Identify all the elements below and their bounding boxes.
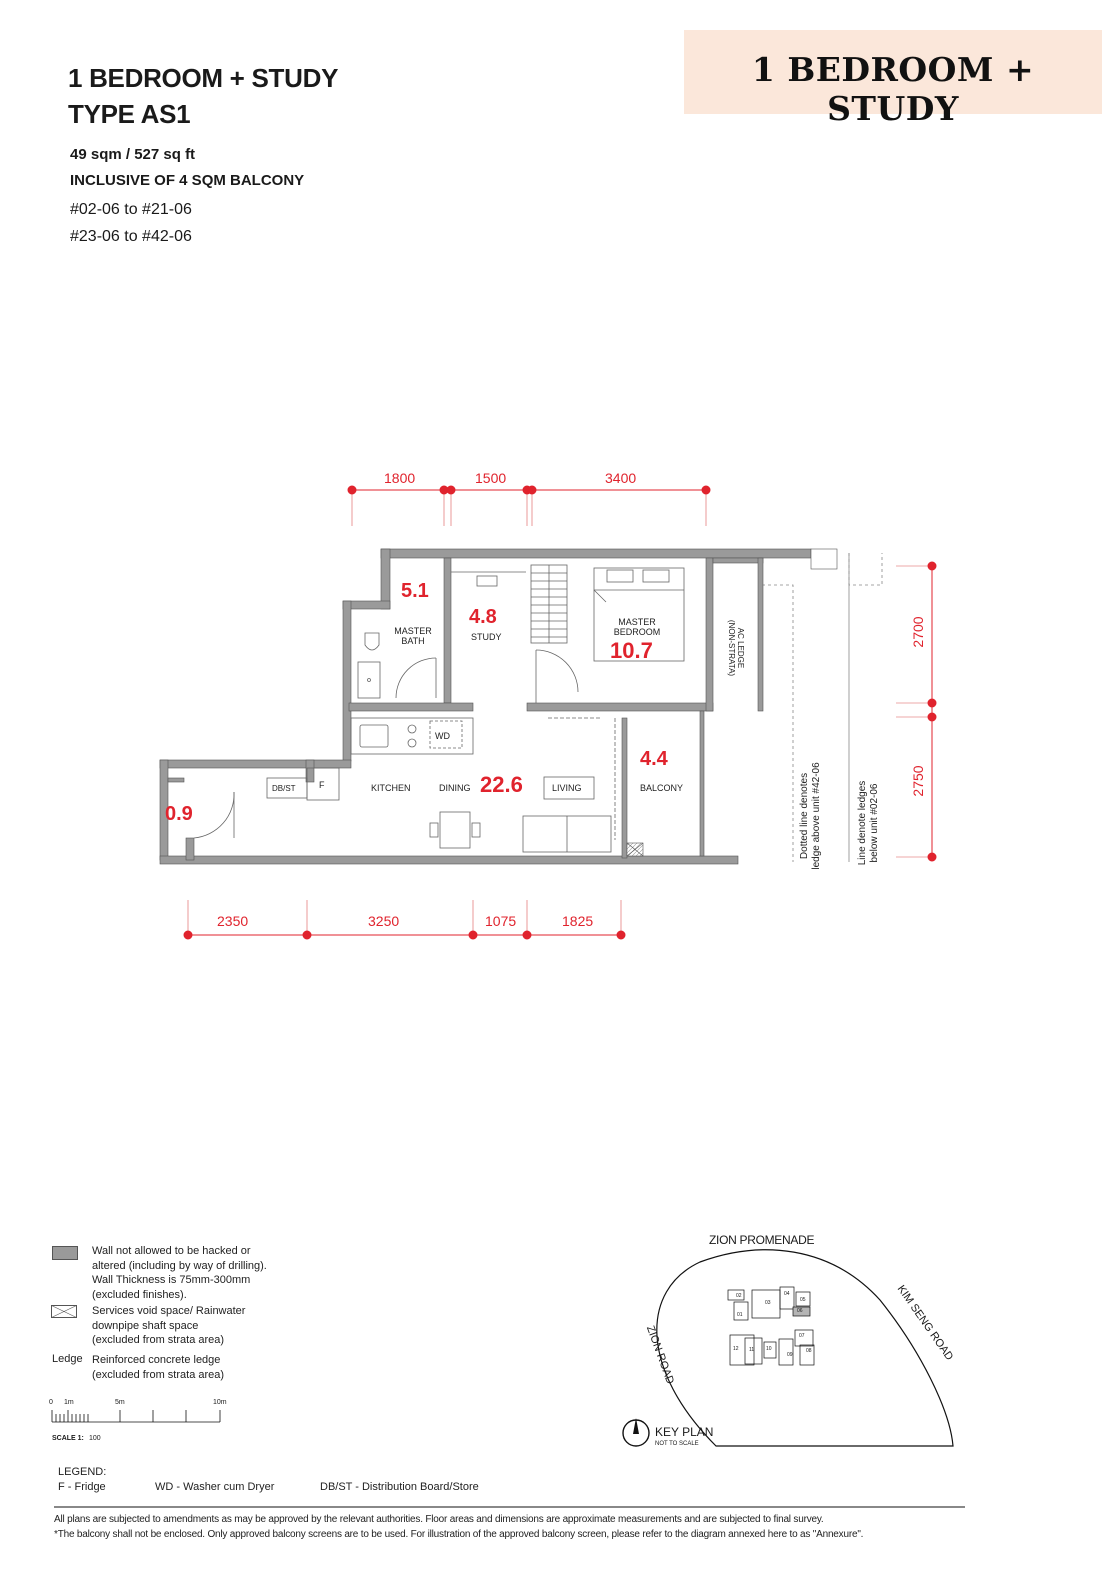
entry-area: 0.9 [165, 803, 193, 825]
block-01: 01 [737, 1312, 743, 1318]
void-legend-2: downpipe shaft space [92, 1319, 199, 1332]
block-07: 07 [799, 1333, 805, 1339]
walls [160, 549, 837, 864]
master-bath-label [392, 626, 434, 646]
ledge-legend-2: (excluded from strata area) [92, 1368, 225, 1381]
footer-disclaimer-2: *The balcony shall not be enclosed. Only approved balcony screens are to be used. For illustration of the approved balcony screen, please refer to the diagram annexed here to as "Annexure". [54, 1529, 864, 1540]
balcony-label: BALCONY [640, 783, 684, 793]
void-legend-icon [51, 1305, 77, 1318]
solid-ledge-note-1: Line denote ledges [857, 780, 868, 866]
wall-legend-1: Wall not allowed to be hacked or [92, 1245, 251, 1257]
footer-disclaimer-1: All plans are subjected to amendments as may be approved by the relevant authorities. Floor areas and dimensions are approximate measurements and are subjected to final survey. [54, 1514, 824, 1525]
dotted-ledge-note-1: Dotted line denotes [799, 772, 810, 860]
dim-bottom-3: 1075 [485, 913, 517, 929]
badge-label: 1 BEDROOM + STUDY [751, 50, 1035, 128]
master-bath-label-2: BATH [401, 636, 425, 646]
title-line-1: 1 BEDROOM + STUDY [68, 63, 339, 93]
dim-bottom-2: 3250 [368, 913, 400, 929]
master-bedroom-label [606, 617, 668, 637]
unit-range-1: #02-06 to #21-06 [70, 201, 192, 218]
master-bedroom-area: 10.7 [610, 638, 653, 663]
ac-ledge-label [727, 608, 745, 688]
solid-ledge-note-2: below unit #02-06 [869, 783, 880, 863]
block-06: 06 [797, 1308, 803, 1314]
dim-bottom-4: 1825 [562, 913, 594, 929]
block-04: 04 [784, 1291, 790, 1297]
dotted-ledge-note [799, 756, 823, 876]
kitchen-label: KITCHEN [371, 783, 411, 793]
road-zion: ZION ROAD [643, 1324, 677, 1386]
scale-1m: 1m [64, 1399, 74, 1406]
wall-legend-text [92, 1244, 312, 1302]
dim-right-1: 2700 [910, 616, 926, 648]
master-bath-label-1: MASTER [394, 626, 432, 636]
balcony-area: 4.4 [640, 748, 668, 770]
dim-right-2: 2750 [910, 765, 926, 797]
key-plan-title: KEY PLAN [655, 1425, 714, 1439]
dbst-label: DB/ST [272, 784, 296, 793]
scale-value: 100 [89, 1435, 101, 1442]
dim-top-3: 3400 [605, 470, 637, 486]
study-area: 4.8 [469, 606, 497, 628]
ledge-legend-text [92, 1353, 312, 1382]
road-zion-promenade: ZION PROMENADE [709, 1233, 815, 1247]
dim-bottom-1: 2350 [217, 913, 249, 929]
ledge-legend-1: Reinforced concrete ledge [92, 1354, 221, 1366]
unit-area: 49 sqm / 527 sq ft [70, 146, 196, 163]
block-02: 02 [736, 1293, 742, 1299]
scale-label: SCALE 1: [52, 1435, 84, 1442]
block-12: 12 [733, 1346, 739, 1352]
top-dimensions [348, 486, 710, 526]
dotted-ledge-note-2: ledge above unit #42-06 [811, 762, 822, 870]
master-bedroom-label-1: MASTER [618, 617, 656, 627]
title-line-2: TYPE AS1 [68, 99, 191, 129]
ac-ledge-label-2: (NON-STRATA) [727, 619, 736, 677]
block-05: 05 [800, 1297, 806, 1303]
scale-10m: 10m [213, 1399, 227, 1406]
dining-label: DINING [439, 783, 471, 793]
fridge-label: F [319, 780, 325, 790]
balcony-inclusion-note: INCLUSIVE OF 4 SQM BALCONY [70, 172, 305, 189]
north-arrow-icon [623, 1418, 649, 1446]
wall-legend-2: altered (including by way of drilling). [92, 1259, 267, 1272]
block-10: 10 [766, 1346, 772, 1352]
block-03: 03 [765, 1300, 771, 1306]
right-dimensions [896, 562, 936, 861]
living-label: LIVING [552, 783, 582, 793]
wd-label: WD [435, 731, 450, 741]
wall-legend-4: (excluded finishes). [92, 1288, 187, 1301]
abbrev-wd: WD - Washer cum Dryer [155, 1481, 275, 1493]
abbrev-dbst: DB/ST - Distribution Board/Store [320, 1481, 479, 1493]
scale-5m: 5m [115, 1399, 125, 1406]
bottom-dimensions [184, 900, 625, 939]
scale-bar [52, 1410, 220, 1422]
scale-0: 0 [49, 1399, 53, 1406]
void-legend-text [92, 1304, 312, 1348]
void-legend-3: (excluded from strata area) [92, 1334, 225, 1346]
wall-legend-3: Wall Thickness is 75mm-300mm [92, 1274, 251, 1286]
abbrev-heading: LEGEND: [58, 1466, 107, 1478]
road-kim-seng: KIM SENG ROAD [894, 1283, 956, 1363]
solid-ledge-note [857, 763, 881, 883]
ac-ledge-label-1: AC LEDGE [736, 627, 745, 669]
wall-legend-swatch [52, 1246, 78, 1260]
block-09: 09 [787, 1352, 793, 1358]
block-08: 08 [806, 1348, 812, 1354]
dim-top-1: 1800 [384, 470, 416, 486]
void-legend-1: Services void space/ Rainwater [92, 1305, 246, 1317]
master-bath-area: 5.1 [401, 580, 429, 602]
abbrev-fridge: F - Fridge [58, 1481, 106, 1493]
master-bedroom-label-2: BEDROOM [613, 627, 661, 637]
block-11: 11 [749, 1347, 755, 1353]
key-plan-map [657, 1250, 953, 1446]
unit-range-2: #23-06 to #42-06 [70, 228, 192, 245]
study-label: STUDY [471, 632, 502, 642]
ledge-legend-key: Ledge [52, 1353, 83, 1365]
dim-top-2: 1500 [475, 470, 507, 486]
living-dining-area: 22.6 [480, 772, 523, 797]
key-plan-subtitle: NOT TO SCALE [655, 1441, 699, 1447]
